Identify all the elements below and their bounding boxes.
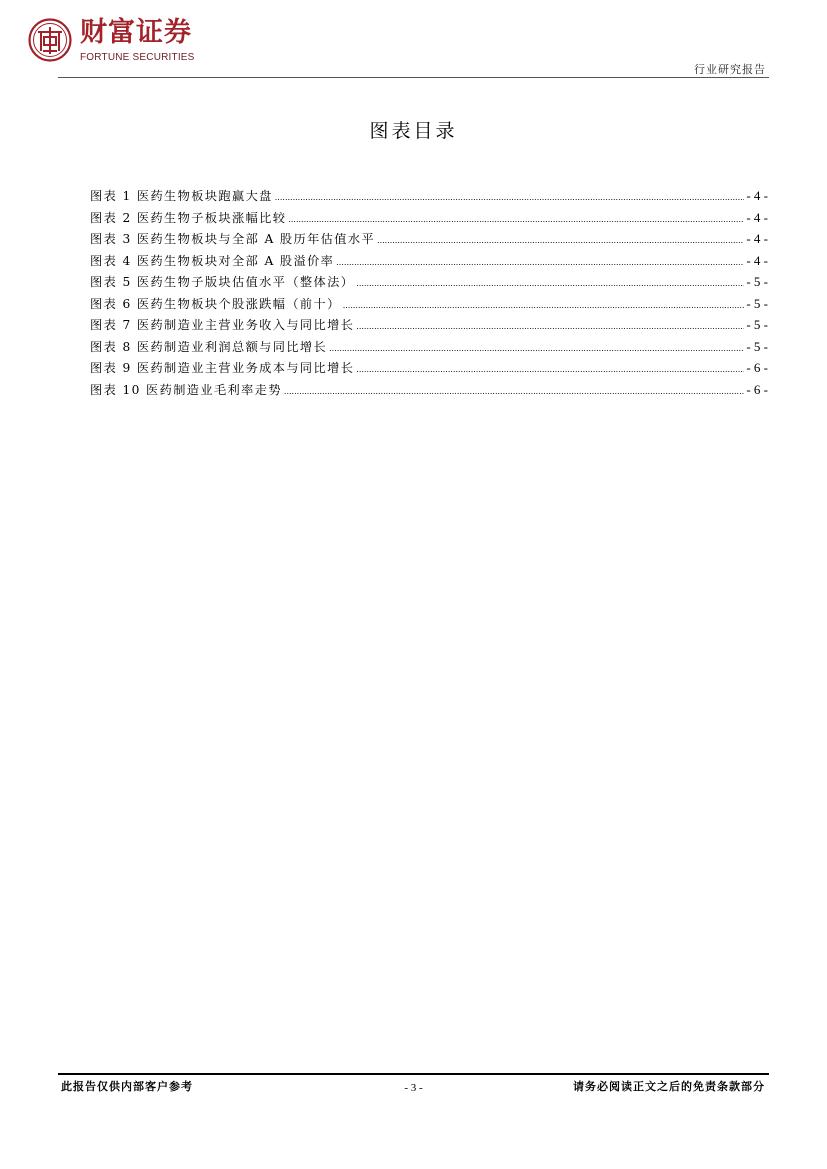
- toc-entry[interactable]: [90, 316, 768, 338]
- footer-divider: [58, 1073, 769, 1075]
- toc-entry-label[interactable]: 图表 6 医药生物板块个股涨跌幅（前十）: [90, 296, 341, 311]
- toc-entry-label[interactable]: 图表 1 医药生物板块跑赢大盘: [90, 189, 273, 203]
- toc-dot-leader: [343, 297, 745, 311]
- footer-disclaimer-right: 请务必阅读正文之后的免责条款部分: [573, 1080, 765, 1093]
- toc-entry-page[interactable]: - 6 -: [746, 381, 768, 397]
- toc-entry-label[interactable]: 图表 9 医药制造业主营业务成本与同比增长: [90, 361, 355, 375]
- toc-entry-page[interactable]: - 5 -: [746, 338, 768, 354]
- toc-entry-label[interactable]: 图表 2 医药生物子板块涨幅比较: [90, 210, 287, 225]
- toc-dot-leader: [284, 383, 744, 397]
- toc-entry-page[interactable]: - 4 -: [746, 231, 768, 246]
- toc-entry-page[interactable]: - 4 -: [746, 188, 768, 203]
- toc-entry-label[interactable]: 图表 7 医药制造业主营业务收入与同比增长: [90, 318, 355, 332]
- toc-entry-page[interactable]: - 5 -: [746, 317, 768, 332]
- toc-dot-leader: [336, 254, 744, 268]
- toc-entry-label[interactable]: 图表 3 医药生物板块与全部 A 股历年估值水平: [90, 232, 376, 246]
- fortune-logo-icon: [28, 18, 72, 62]
- page-number: - 3 -: [404, 1082, 423, 1094]
- toc-entry[interactable]: [90, 230, 768, 252]
- toc-entry-label[interactable]: 图表 4 医药生物板块对全部 A 股溢价率: [90, 253, 335, 268]
- toc-dot-leader: [377, 232, 744, 246]
- toc-dot-leader: [356, 361, 744, 375]
- report-type: 行业研究报告: [694, 63, 766, 76]
- toc-dot-leader: [275, 189, 745, 203]
- toc-entry-label[interactable]: 图表 5 医药生物子版块估值水平（整体法）: [90, 275, 355, 289]
- toc-entry[interactable]: [90, 209, 768, 231]
- toc-dot-leader: [329, 340, 744, 354]
- toc-dot-leader: [356, 318, 744, 332]
- toc-dot-leader: [288, 211, 744, 225]
- toc-entry-page[interactable]: - 4 -: [746, 252, 768, 268]
- toc-entry-page[interactable]: - 6 -: [746, 360, 768, 375]
- brand-name-cn: 财富证券: [80, 17, 192, 48]
- toc-entry[interactable]: [90, 187, 768, 209]
- toc-entry[interactable]: [90, 252, 768, 274]
- toc-entry-page[interactable]: - 4 -: [746, 209, 768, 225]
- toc-entry[interactable]: [90, 338, 768, 360]
- header-divider: [58, 77, 769, 78]
- toc-entry-label[interactable]: 图表 10 医药制造业毛利率走势: [90, 382, 282, 397]
- toc-entry-label[interactable]: 图表 8 医药制造业利润总额与同比增长: [90, 339, 328, 354]
- toc-entry[interactable]: [90, 273, 768, 295]
- toc-entry[interactable]: [90, 381, 768, 403]
- toc-entry[interactable]: [90, 295, 768, 317]
- table-of-figures: [90, 187, 768, 402]
- footer-disclaimer-left: 此报告仅供内部客户参考: [61, 1080, 193, 1093]
- toc-entry-page[interactable]: - 5 -: [746, 274, 768, 289]
- toc-dot-leader: [356, 275, 744, 289]
- toc-entry-page[interactable]: - 5 -: [746, 295, 768, 311]
- toc-entry[interactable]: [90, 359, 768, 381]
- page-header: [0, 0, 827, 80]
- page-title: 图表目录: [369, 120, 458, 142]
- brand-name-en: FORTUNE SECURITIES: [80, 52, 195, 63]
